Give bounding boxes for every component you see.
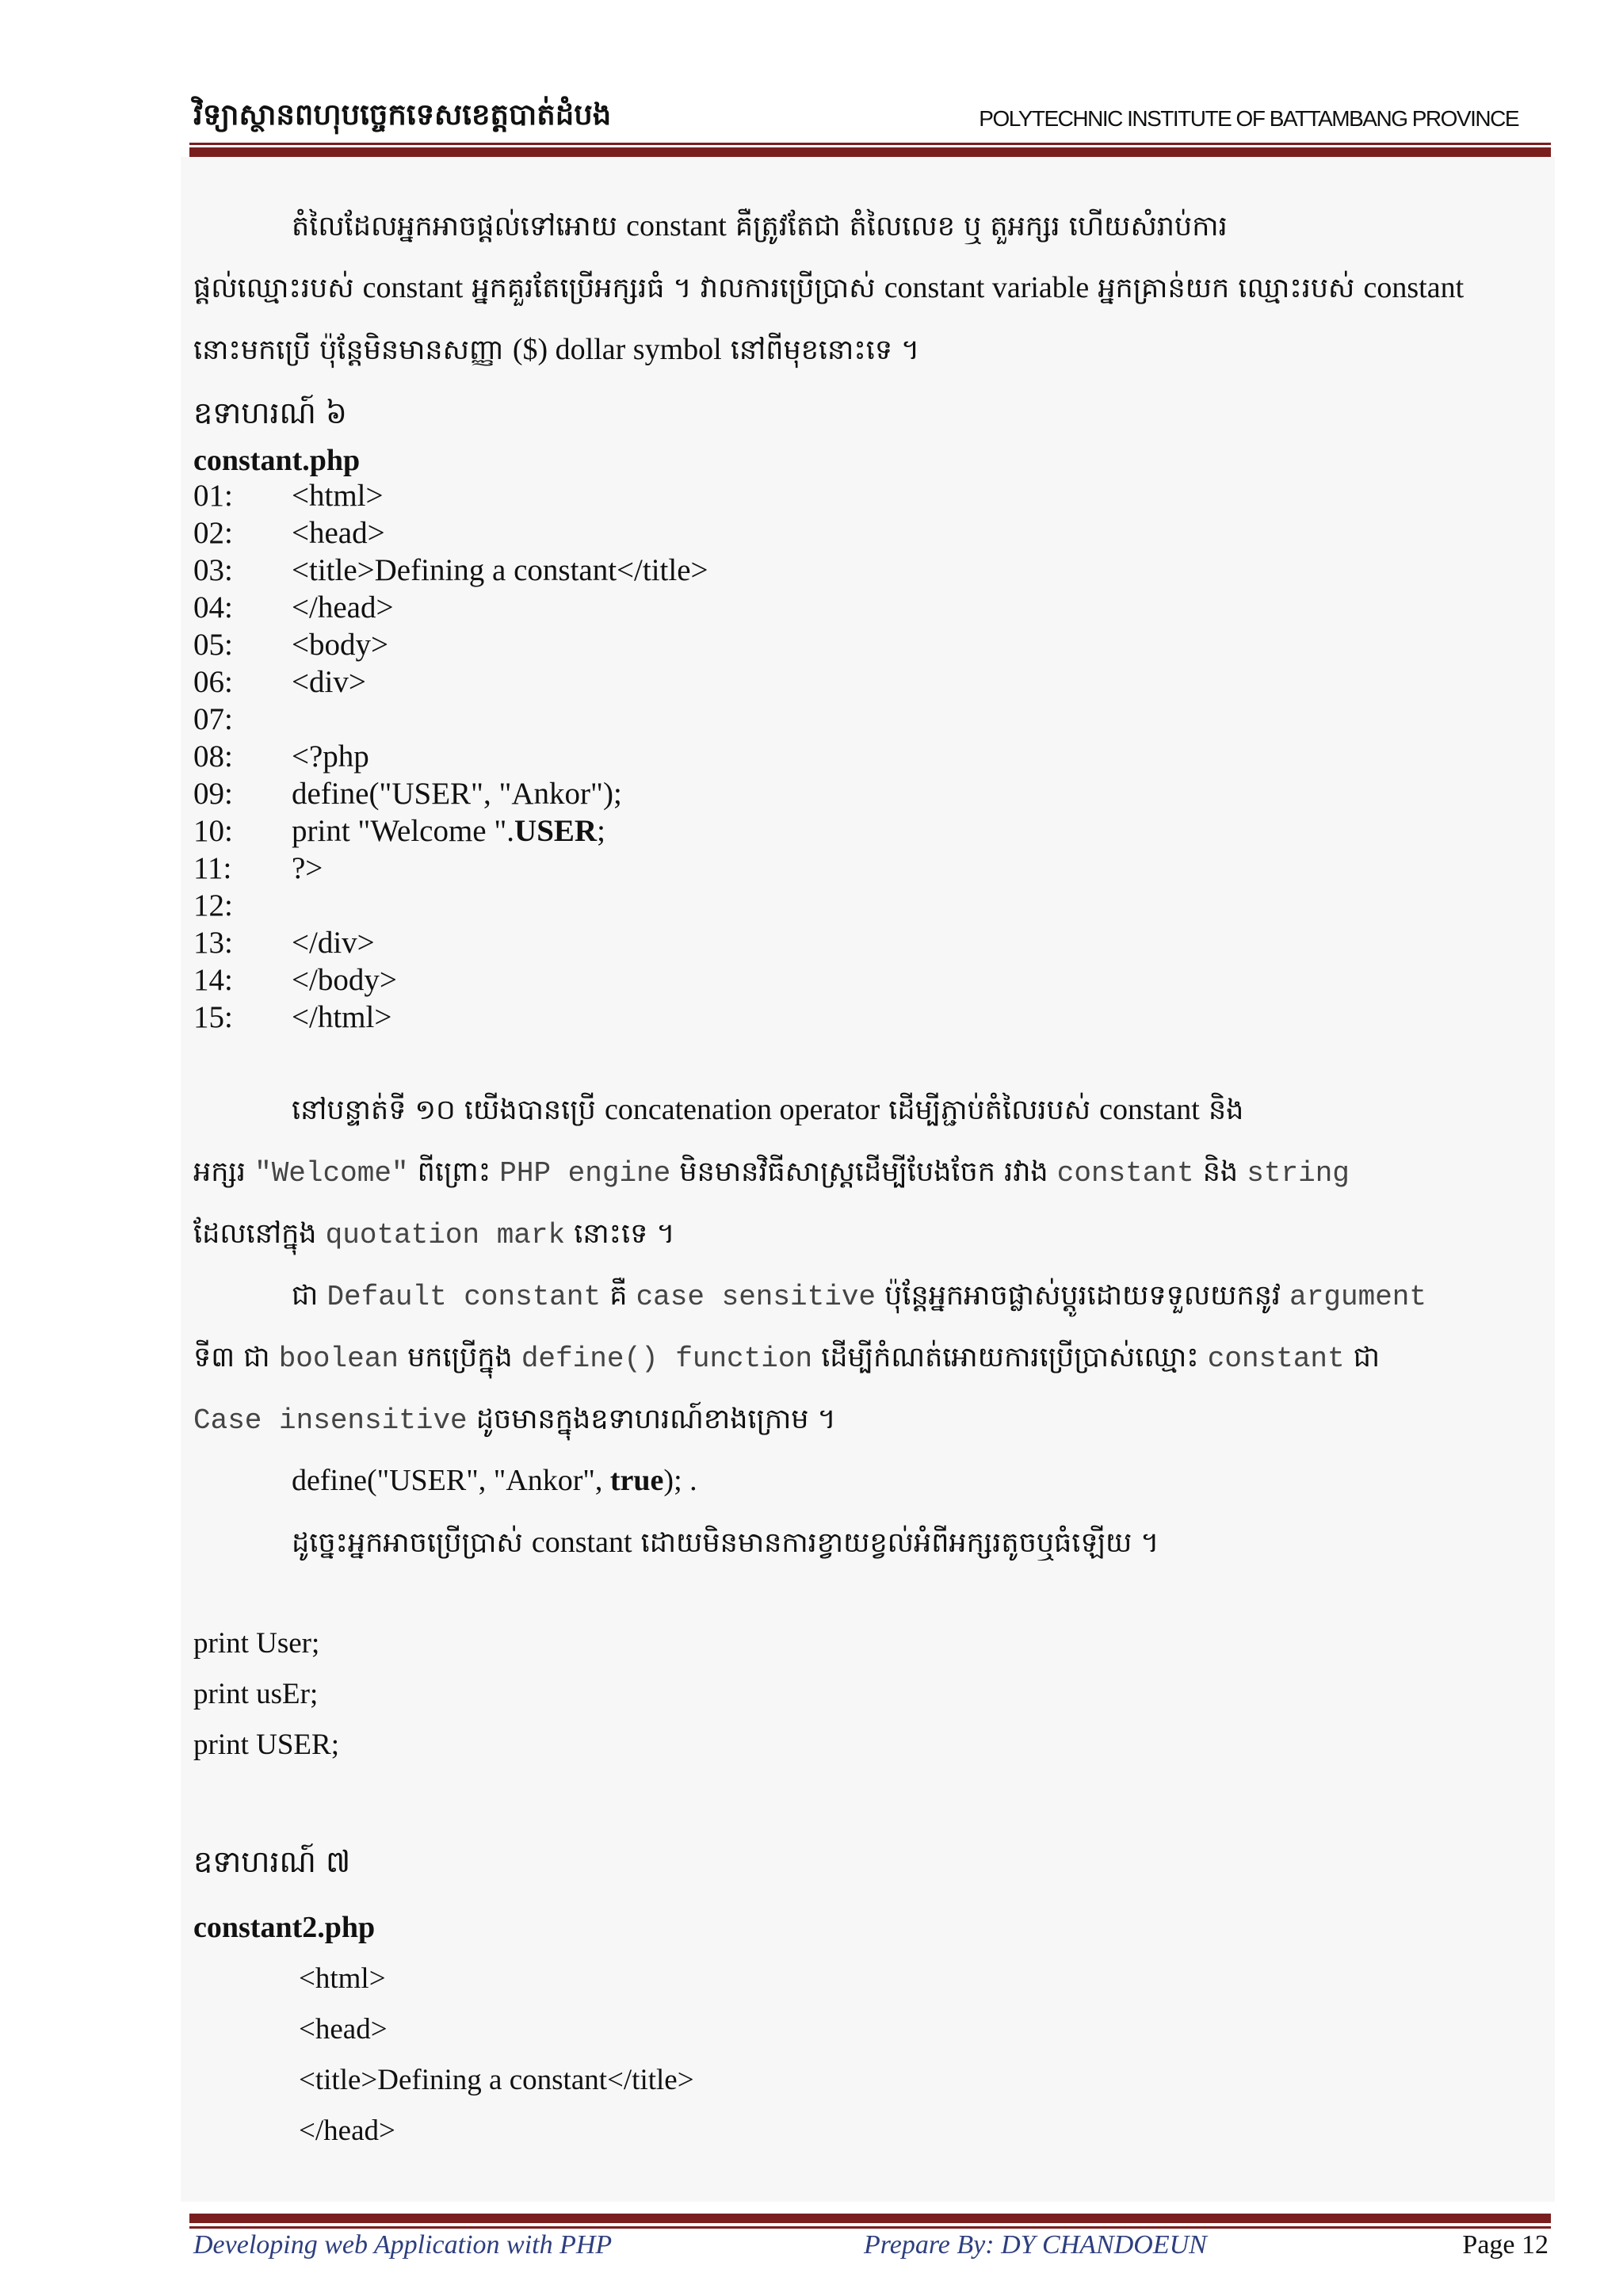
explain-line-6: Case insensitive ដូចមានក្នុងឧទាហរណ៍ខាងក្រោម ។ [193, 1404, 836, 1437]
intro-line-1: តំលៃដែលអ្នកអាចផ្តល់ទៅអោយ constant គឺត្រូវតែជា តំលៃលេខ ឬ តួអក្សរ ហើយសំរាប់ការ [292, 209, 1228, 243]
code-line: 04: </head> [193, 590, 394, 625]
intro-line-2: ផ្តល់ឈ្មោះរបស់ constant អ្នកគួរតែប្រើអក្សរធំ ។ វាលការប្រើប្រាស់ constant variable អ្នកគ្រាន់យក ឈ្មោះរបស់ constant [193, 271, 1465, 304]
code-line: 15: </html> [193, 1000, 392, 1034]
print-statement: print usEr; [193, 1678, 319, 1710]
footer-rule-thick [189, 2214, 1551, 2223]
code-line: 06: <div> [193, 665, 366, 699]
footer-course-title: Developing web Application with PHP [193, 2230, 613, 2260]
institute-name-english: POLYTECHNIC INSTITUTE OF BATTAMBANG PROVINCE [979, 106, 1518, 131]
code-line: 11: ?> [193, 851, 323, 885]
explain-line-5: ទី៣ ជា boolean មកប្រើក្នុង define() function ដើម្បីកំណត់អោយការប្រើប្រាស់ឈ្មោះ constant ជា [193, 1342, 1381, 1375]
example-6-label: ឧទាហរណ៍ ៦ [193, 395, 347, 430]
code-line: <title>Defining a constant</title> [299, 2064, 694, 2096]
code-line: <html> [299, 1962, 386, 1995]
header-rule-thin [189, 143, 1551, 145]
header-rule-thick [189, 147, 1551, 157]
code-line: 09: define("USER", "Ankor"); [193, 777, 622, 811]
explain-line-1: នៅបន្ទាត់ទី ១០ យើងបានប្រើ concatenation operator ដើម្បីភ្ជាប់តំលៃរបស់ constant និង [292, 1093, 1244, 1126]
explain-line-7: ដូច្នេះអ្នកអាចប្រើប្រាស់ constant ដោយមិនមានការខ្វាយខ្វល់អំពីអក្សរតូចឬធំឡើយ ។ [292, 1526, 1159, 1559]
code-line: 10: print "Welcome ".USER; [193, 814, 605, 848]
code-line: 07: [193, 702, 233, 736]
code-line: 02: <head> [193, 516, 385, 550]
code-line: 13: </div> [193, 926, 375, 960]
print-statement: print USER; [193, 1729, 339, 1761]
code-line: 08: <?php [193, 739, 369, 774]
define-example-line: define("USER", "Ankor", true); . [292, 1464, 697, 1497]
code-line: 14: </body> [193, 963, 397, 997]
code-line: </head> [299, 2115, 395, 2147]
example-6-filename: constant.php [193, 444, 361, 477]
intro-line-3: នោះមកប្រើ ប៉ុន្តែមិនមានសញ្ញា ($) dollar symbol នៅពីមុខនោះទេ ។ [193, 333, 920, 366]
explain-line-3: ដែលនៅក្នុង quotation mark នោះទេ ។ [193, 1218, 675, 1251]
code-line: 12: [193, 888, 233, 923]
example-7-label: ឧទាហរណ៍ ៧ [193, 1844, 351, 1879]
institute-name-khmer: វិទ្យាស្ថានពហុបច្ចេកទេសខេត្តបាត់ដំបង [193, 97, 612, 132]
code-line: 03: <title>Defining a constant</title> [193, 553, 708, 587]
footer-author: Prepare By: DY CHANDOEUN [864, 2230, 1207, 2260]
code-line: 01: <html> [193, 479, 384, 513]
code-line: <head> [299, 2013, 388, 2046]
example-7-filename: constant2.php [193, 1911, 376, 1944]
page-number: Page 12 [1462, 2230, 1549, 2260]
footer-rule-thin [189, 2226, 1551, 2229]
print-statement: print User; [193, 1627, 320, 1660]
explain-line-4: ជា Default constant គឺ case sensitive ប៉ុន្តែអ្នកអាចផ្លាស់ប្តូរដោយទទួលយកនូវ argument [292, 1280, 1426, 1313]
code-line: 05: <body> [193, 628, 388, 662]
explain-line-2: អក្សរ "Welcome" ពីព្រោះ PHP engine មិនមានវិធីសាស្ត្រដើម្បីបែងចែក រវាង constant និង string [193, 1156, 1350, 1190]
